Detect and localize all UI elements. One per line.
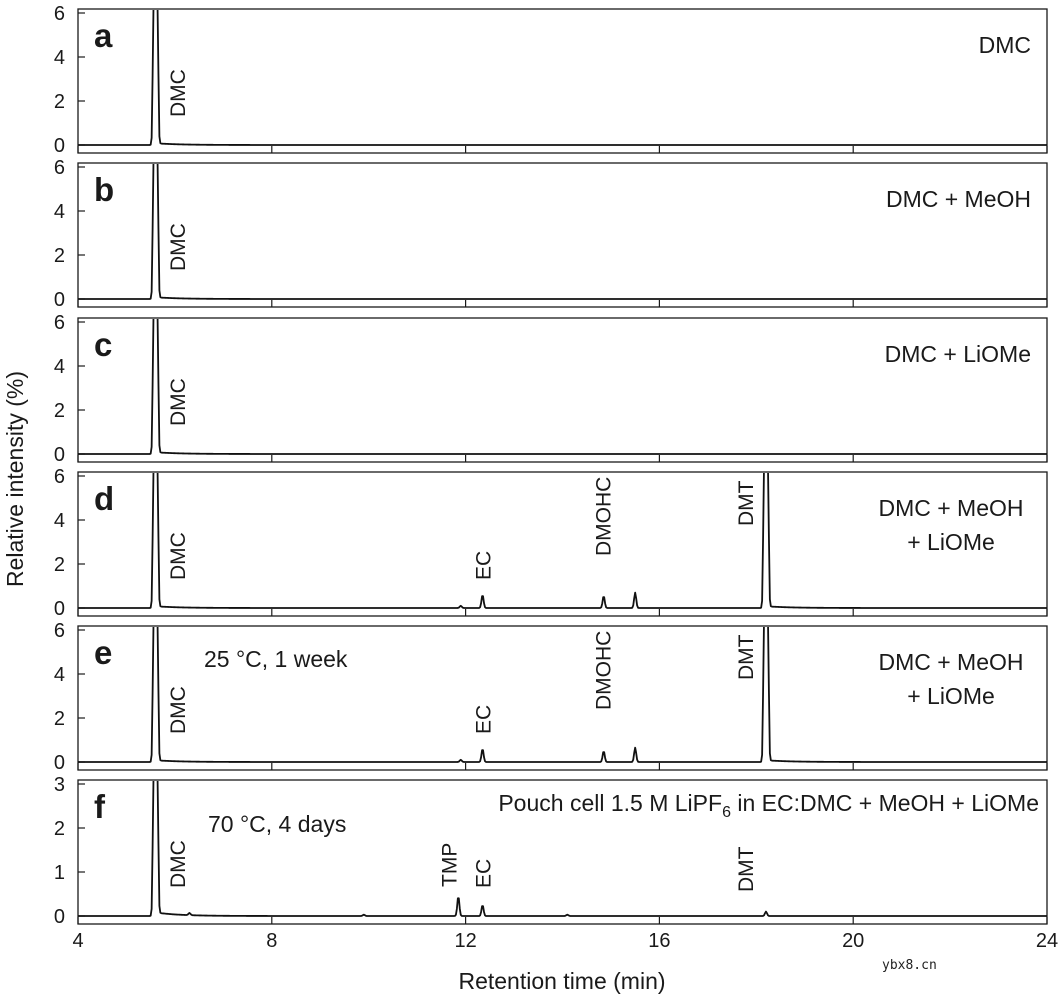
panel-title bbox=[498, 790, 1039, 821]
panel-d bbox=[54, 463, 1047, 620]
chromatogram-trace bbox=[78, 463, 1047, 608]
y-tick-label: 0 bbox=[53, 135, 65, 157]
y-tick-label: 2 bbox=[53, 91, 65, 113]
panel-title-line: DMC bbox=[978, 32, 1031, 58]
panel-annotation: 70 °C, 4 days bbox=[208, 811, 347, 837]
panel-frame bbox=[78, 9, 1047, 153]
panel-a bbox=[54, 0, 1047, 157]
panel-title-part: in EC:DMC + MeOH + LiOMe bbox=[730, 790, 1039, 816]
y-tick-label: 6 bbox=[53, 620, 65, 642]
panel-letter: c bbox=[94, 326, 113, 363]
panel-title-line: + LiOMe bbox=[907, 529, 995, 555]
x-axis-title: Retention time (min) bbox=[458, 968, 666, 994]
panel-c bbox=[54, 309, 1047, 466]
y-axis-title: Relative intensity (%) bbox=[2, 370, 28, 588]
x-tick-label: 8 bbox=[266, 930, 278, 952]
y-tick-label: 6 bbox=[53, 466, 65, 488]
peak-label: DMOHC bbox=[592, 630, 616, 710]
panel-letter: e bbox=[94, 634, 113, 671]
chromatogram-trace bbox=[78, 154, 1047, 299]
peak-label: DMC bbox=[167, 69, 190, 117]
panel-title-line: DMC + MeOH bbox=[878, 495, 1024, 521]
peak-label: EC bbox=[472, 550, 496, 580]
y-tick-label: 2 bbox=[53, 818, 65, 840]
peak-label: DMC bbox=[167, 532, 190, 580]
y-tick-label: 0 bbox=[53, 598, 65, 620]
peak-label: DMC bbox=[167, 686, 190, 734]
panel-f bbox=[54, 771, 1047, 928]
y-tick-label: 6 bbox=[53, 157, 65, 179]
y-tick-label: 4 bbox=[53, 47, 65, 69]
y-tick-label: 2 bbox=[53, 245, 65, 267]
y-tick-label: 0 bbox=[53, 906, 65, 928]
y-tick-label: 3 bbox=[53, 774, 65, 796]
panel-title-part: Pouch cell 1.5 M LiPF bbox=[498, 790, 723, 816]
chromatogram-trace bbox=[78, 617, 1047, 762]
panel-letter: b bbox=[94, 171, 115, 208]
peak-label: DMT bbox=[735, 634, 758, 680]
peak-label: DMT bbox=[735, 480, 758, 526]
peak-label: DMC bbox=[167, 840, 190, 888]
panel-letter: a bbox=[94, 17, 113, 54]
chromatogram-trace bbox=[78, 0, 1047, 145]
y-tick-label: 4 bbox=[53, 664, 65, 686]
panel-letter: d bbox=[94, 480, 115, 517]
peak-label: DMC bbox=[167, 378, 190, 426]
y-tick-label: 6 bbox=[53, 312, 65, 334]
y-tick-label: 2 bbox=[53, 554, 65, 576]
y-tick-label: 1 bbox=[53, 862, 65, 884]
y-tick-label: 2 bbox=[53, 708, 65, 730]
panel-b bbox=[54, 154, 1047, 311]
watermark-text: ybx8.cn bbox=[882, 958, 937, 973]
panel-title-line: DMC + MeOH bbox=[878, 649, 1024, 675]
panel-annotation: 25 °C, 1 week bbox=[204, 646, 348, 672]
peak-label: TMP bbox=[438, 842, 462, 887]
panel-frame bbox=[78, 163, 1047, 307]
peak-label: DMOHC bbox=[592, 476, 616, 556]
panel-letter: f bbox=[94, 788, 105, 825]
y-tick-label: 0 bbox=[53, 752, 65, 774]
y-tick-label: 6 bbox=[53, 3, 65, 25]
panel-frame bbox=[78, 472, 1047, 616]
y-tick-label: 0 bbox=[53, 289, 65, 311]
peak-label: DMT bbox=[735, 846, 758, 892]
panel-frame bbox=[78, 318, 1047, 462]
y-tick-label: 4 bbox=[53, 510, 65, 532]
peak-label: EC bbox=[472, 704, 496, 734]
x-tick-label: 16 bbox=[648, 930, 671, 952]
panel-title-line: DMC + MeOH bbox=[885, 186, 1031, 212]
chromatogram-trace bbox=[78, 309, 1047, 454]
x-tick-label: 12 bbox=[454, 930, 477, 952]
y-tick-label: 0 bbox=[53, 444, 65, 466]
y-tick-label: 4 bbox=[53, 356, 65, 378]
panel-title-subscript: 6 bbox=[722, 804, 731, 821]
panel-e bbox=[54, 617, 1047, 774]
peak-label: DMC bbox=[167, 223, 190, 271]
x-axis bbox=[72, 930, 1058, 952]
x-tick-label: 20 bbox=[842, 930, 865, 952]
panel-title-line: + LiOMe bbox=[907, 683, 995, 709]
peak-label: EC bbox=[472, 858, 496, 888]
x-tick-label: 24 bbox=[1035, 930, 1059, 952]
y-tick-label: 4 bbox=[53, 201, 65, 223]
y-tick-label: 2 bbox=[53, 400, 65, 422]
x-tick-label: 4 bbox=[72, 930, 84, 952]
panel-title-line: DMC + LiOMe bbox=[884, 341, 1031, 367]
